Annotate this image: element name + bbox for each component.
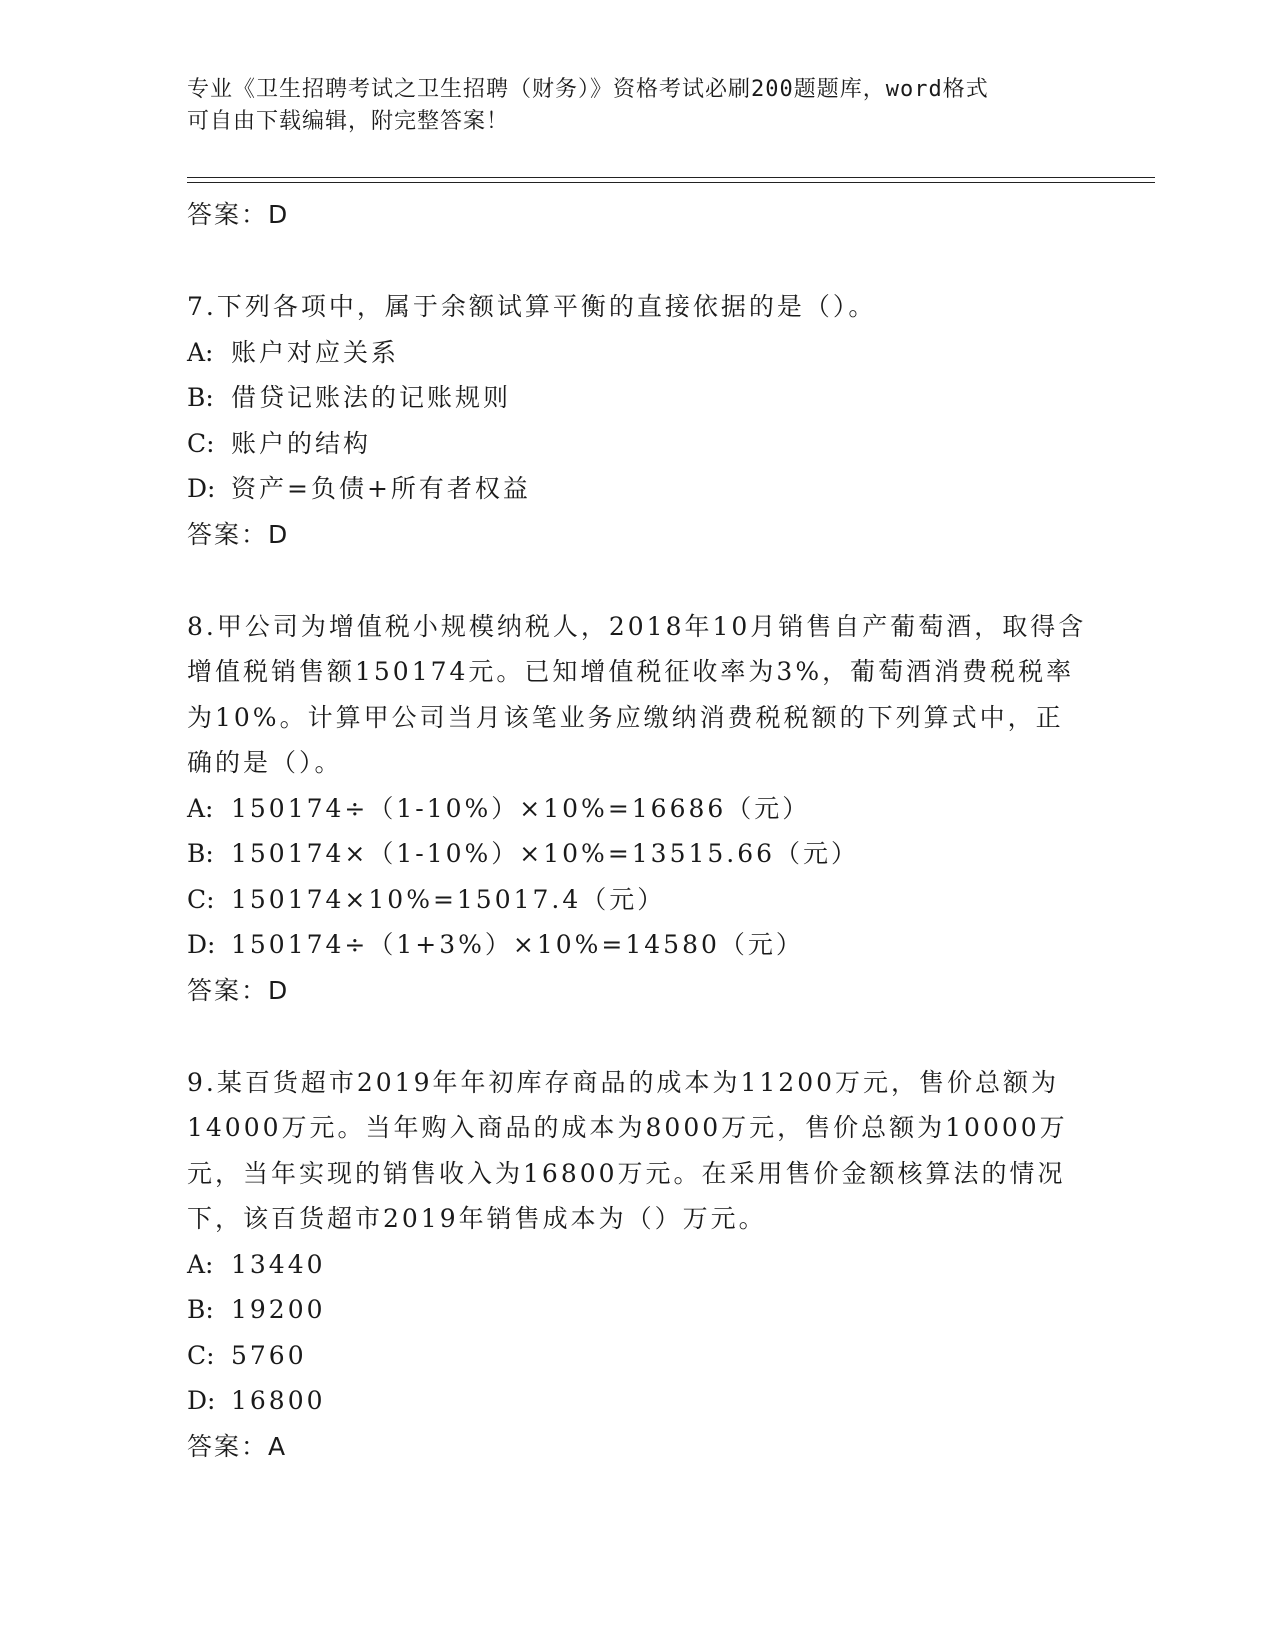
option-d (187, 466, 1087, 512)
question-list (187, 192, 1087, 1470)
option-letter: D: (187, 1386, 216, 1415)
question-stem: 9.某百货超市2019年年初库存商品的成本为11200万元，售价总额为14000万元。当年购入商品的成本为8000万元，售价总额为10000万元，当年实现的销售收入为16800万元。在采用售价金额核算法的情况下，该百货超市2019年销售成本为（）万元。 (187, 1067, 1068, 1233)
question-9 (187, 1060, 1087, 1470)
question-8 (187, 604, 1087, 1014)
option-letter: A: (187, 337, 214, 367)
option-text: 账户对应关系 (231, 337, 400, 367)
option-text: 13440 (231, 1249, 326, 1279)
option-letter: C: (187, 428, 215, 458)
previous-answer: 答案：D (187, 200, 290, 229)
question-7 (187, 284, 1087, 558)
option-d (187, 922, 1087, 968)
header-divider-bottom (187, 182, 1155, 183)
answer-line: 答案：D (187, 975, 290, 1005)
option-text: 150174×10%=15017.4（元） (231, 884, 666, 914)
option-letter: C: (187, 1340, 215, 1370)
option-text: 5760 (231, 1340, 307, 1370)
option-c (187, 421, 1087, 467)
option-text: 借贷记账法的记账规则 (231, 383, 512, 412)
option-d (187, 1378, 1087, 1424)
option-letter: B: (187, 1295, 214, 1324)
option-text: 19200 (231, 1295, 326, 1324)
answer-line: 答案：A (187, 1431, 288, 1461)
option-b (187, 831, 1087, 877)
question-stem: 8.甲公司为增值税小规模纳税人，2018年10月销售自产葡萄酒，取得含增值税销售额150174元。已知增值税征收率为3%，葡萄酒消费税税率为10%。计算甲公司当月该笔业务应缴纳消费税税额的下列算式中，正确的是（）。 (187, 611, 1087, 777)
answer-line: 答案：D (187, 519, 290, 549)
option-letter: A: (187, 1249, 214, 1279)
option-a (187, 330, 1087, 376)
option-letter: B: (187, 383, 214, 412)
page-header (187, 74, 1087, 138)
question-stem: 7.下列各项中，属于余额试算平衡的直接依据的是（）。 (187, 292, 877, 321)
option-a (187, 786, 1087, 832)
option-a (187, 1242, 1087, 1288)
option-text: 账户的结构 (231, 428, 372, 458)
option-b (187, 1287, 1087, 1333)
option-c (187, 1333, 1087, 1379)
option-text: 150174÷（1+3%）×10%=14580（元） (231, 930, 804, 959)
option-letter: B: (187, 839, 214, 868)
option-b (187, 375, 1087, 421)
option-letter: C: (187, 884, 215, 914)
option-letter: D: (187, 930, 216, 959)
header-line-2: 可自由下载编辑，附完整答案！ (187, 109, 510, 134)
option-text: 150174÷（1-10%）×10%=16686（元） (231, 793, 811, 823)
option-text: 150174×（1-10%）×10%=13515.66（元） (231, 839, 860, 868)
option-letter: D: (187, 474, 216, 503)
header-divider-top (187, 177, 1155, 178)
option-c (187, 877, 1087, 923)
header-line-1: 专业《卫生招聘考试之卫生招聘（财务）》资格考试必刷200题题库，word格式 (187, 77, 989, 102)
option-text: 16800 (231, 1386, 326, 1415)
option-letter: A: (187, 793, 214, 823)
option-text: 资产=负债+所有者权益 (231, 474, 531, 503)
